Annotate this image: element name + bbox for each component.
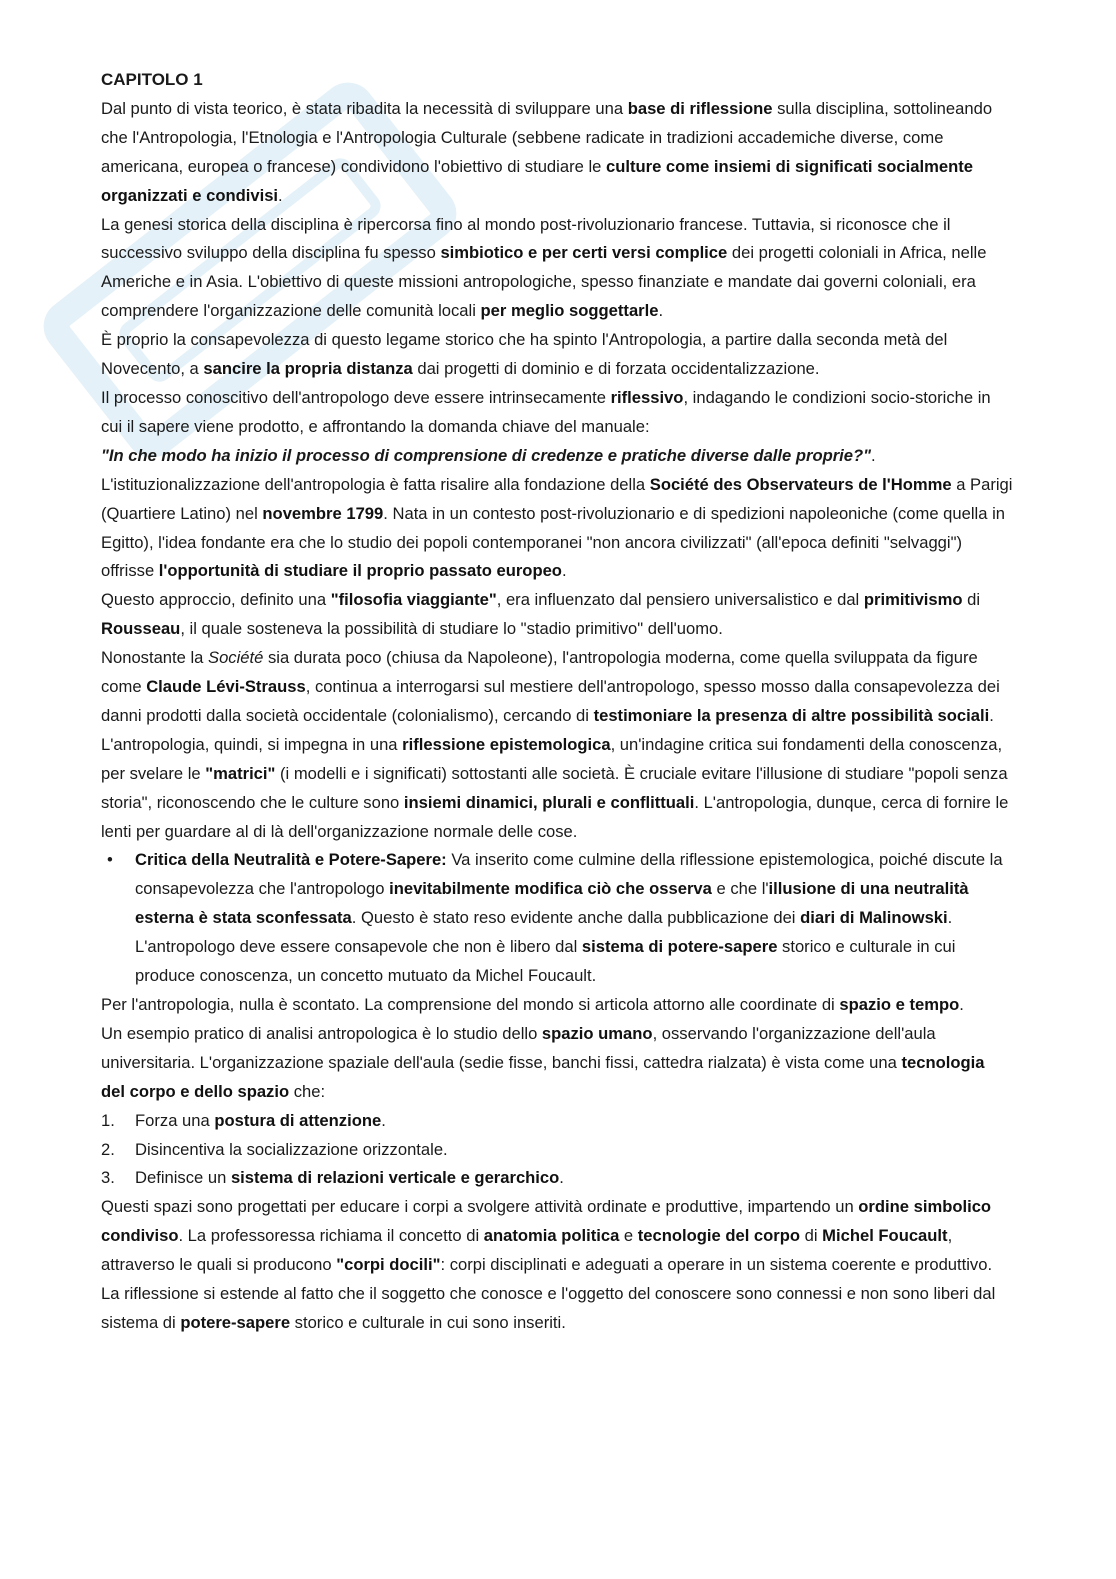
paragraph-9: Per l'antropologia, nulla è scontato. La comprensione del mondo si articola attorno alle coordinate di spazio e tempo.	[101, 995, 964, 1014]
chapter-title: CAPITOLO 1	[101, 70, 203, 89]
bullet-marker: •	[107, 850, 113, 870]
paragraph-3: È proprio la consapevolezza di questo legame storico che ha spinto l'Antropologia, a partire dalla seconda metà del Novecento, a sancire la propria distanza dai progetti di dominio e di forzata occidentalizzazione.	[101, 330, 948, 379]
paragraph-2: La genesi storica della disciplina è ripercorsa fino al mondo post-rivoluzionario francese. Tuttavia, si riconosce che il successivo sviluppo della disciplina fu spesso simbiotico e per certi versi complice dei progetti coloniali in Africa, nelle Americhe e in Asia. L'obiettivo di queste missioni antropologiche, spesso finanziate e mandate dai governi coloniali, era comprendere l'organizzazione delle comunità locali per meglio soggettarle.	[101, 214, 987, 321]
list-item: 3. Definisce un sistema di relazioni verticale e gerarchico.	[101, 1164, 1013, 1193]
paragraph-8: L'antropologia, quindi, si impegna in una riflessione epistemologica, un'indagine critica sui fondamenti della conoscenza, per svelare le "matrici" (i modelli e i significati) sottostanti alle società. È cruciale evitare l'illusione di studiare "popoli senza storia", riconoscendo che le culture sono insiemi dinamici, plurali e conflittuali. L'antropologia, dunque, cerca di fornire le lenti per guardare al di là dell'organizzazione normale delle cose.	[101, 734, 1009, 841]
paragraph-4: Il processo conoscitivo dell'antropologo deve essere intrinsecamente riflessivo, indagando le condizioni socio-storiche in cui il sapere viene prodotto, e affrontando la domanda chiave del manuale:	[101, 387, 991, 436]
numbered-list	[101, 1107, 1013, 1194]
list-item: 1. Forza una postura di attenzione.	[101, 1107, 1013, 1136]
bullet-list	[101, 846, 1013, 991]
document-page	[101, 66, 1013, 1338]
list-number: 2.	[101, 1139, 115, 1159]
paragraph-5: L'istituzionalizzazione dell'antropologia è fatta risalire alla fondazione della Société des Observateurs de l'Homme a Parigi (Quartiere Latino) nel novembre 1799. Nata in un contesto post-rivoluzionario e di spedizioni napoleoniche (come quella in Egitto), l'idea fondante era che lo studio dei popoli contemporanei "non ancora civilizzati" (all'epoca definiti "selvaggi") offrisse l'opportunità di studiare il proprio passato europeo.	[101, 474, 1013, 581]
paragraph-11: Questi spazi sono progettati per educare i corpi a svolgere attività ordinate e produttive, impartendo un ordine simbolico condiviso. La professoressa richiama il concetto di anatomia politica e tecnologie del corpo di Michel Foucault, attraverso le quali si producono "corpi docili": corpi disciplinati e adeguati a operare in un sistema coerente e produttivo. La riflessione si estende al fatto che il soggetto che conosce e l'oggetto del conoscere sono connessi e non sono liberi dal sistema di potere-sapere storico e culturale in cui sono inseriti.	[101, 1197, 996, 1332]
list-item: • Critica della Neutralità e Potere-Sapere: Va inserito come culmine della riflessione epistemologica, poiché discute la consapevolezza che l'antropologo inevitabilmente modifica ciò che osserva e che l'illusione di una neutralità esterna è stata sconfessata. Questo è stato reso evidente anche dalla pubblicazione dei diari di Malinowski. L'antropologo deve essere consapevole che non è libero dal sistema di potere-sapere storico e culturale in cui produce conoscenza, un concetto mutuato da Michel Foucault.	[101, 846, 1013, 991]
list-item: 2. Disincentiva la socializzazione orizzontale.	[101, 1136, 1013, 1165]
paragraph-6: Questo approccio, definito una "filosofia viaggiante", era influenzato dal pensiero universalistico e dal primitivismo di Rousseau, il quale sosteneva la possibilità di studiare lo "stadio primitivo" dell'uomo.	[101, 590, 981, 639]
key-question: "In che modo ha inizio il processo di comprensione di credenze e pratiche diverse dalle proprie?".	[101, 445, 876, 465]
paragraph-10: Un esempio pratico di analisi antropologica è lo studio dello spazio umano, osservando l'organizzazione dell'aula universitaria. L'organizzazione spaziale dell'aula (sedie fisse, banchi fissi, cattedra rialzata) è vista come una tecnologia del corpo e dello spazio che:	[101, 1023, 985, 1101]
paragraph-7: Nonostante la Société sia durata poco (chiusa da Napoleone), l'antropologia moderna, come quella sviluppata da figure come Claude Lévi-Strauss, continua a interrogarsi sul mestiere dell'antropologo, spesso mosso dalla consapevolezza dei danni prodotti dalla società occidentale (colonialismo), cercando di testimoniare la presenza di altre possibilità sociali.	[101, 648, 1000, 725]
list-number: 3.	[101, 1168, 115, 1188]
paragraph-1: Dal punto di vista teorico, è stata ribadita la necessità di sviluppare una base di riflessione sulla disciplina, sottolineando che l'Antropologia, l'Etnologia e l'Antropologia Culturale (sebbene radicate in tradizioni accademiche diverse, come americana, europea o francese) condividono l'obiettivo di studiare le culture come insiemi di significati socialmente organizzati e condivisi.	[101, 98, 993, 205]
list-number: 1.	[101, 1110, 115, 1130]
